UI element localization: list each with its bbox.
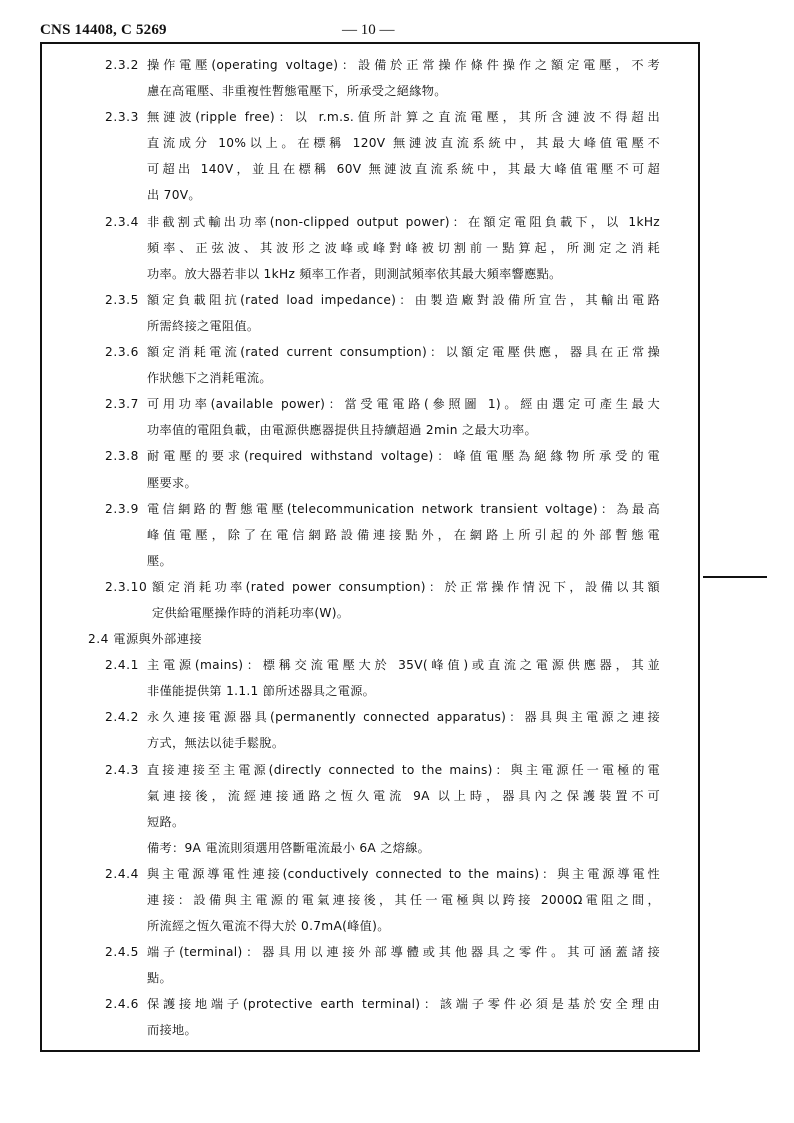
clause-number: 2.3.5 xyxy=(105,292,140,307)
definition-item xyxy=(105,104,660,208)
definition-text-line: 電信網路的暫態電壓(telecommunication network transient voltage)：為最高 xyxy=(147,501,660,516)
definition-item xyxy=(105,391,660,443)
definition-text-line: 壓要求。 xyxy=(147,475,197,490)
definition-text-line: 峰值電壓，除了在電信網路設備連接點外，在網路上所引起的外部暫態電 xyxy=(147,527,660,542)
definition-text-line: 定供給電壓操作時的消耗功率(W)。 xyxy=(152,605,350,620)
definition-text-line: 連接：設備與主電源的電氣連接後，其任一電極與以跨接 2000Ω電阻之間， xyxy=(147,893,660,907)
definition-text-line: 額定消耗功率(rated power consumption)：於正常操作情況下，設備以其額 xyxy=(152,579,660,594)
revision-marker xyxy=(703,576,767,578)
definition-text-line: 出 70V。 xyxy=(147,188,201,203)
clause-number: 2.3.6 xyxy=(105,345,140,360)
clause-number: 2.3.7 xyxy=(105,397,140,412)
definition-text-line: 主電源(mains)：標稱交流電壓大於 35V(峰值)或直流之電源供應器，其並 xyxy=(147,658,660,673)
definition-item xyxy=(105,861,660,939)
definition-item xyxy=(105,52,660,104)
page-number: — 10 — xyxy=(342,22,395,38)
definition-text-line: 額定消耗電流(rated current consumption)：以額定電壓供應，器具在正常操 xyxy=(147,345,660,360)
definition-item xyxy=(105,704,660,756)
definition-text-line: 耐電壓的要求(required withstand voltage)：峰值電壓為絕緣物所承受的電 xyxy=(147,449,660,464)
clause-number: 2.3.3 xyxy=(105,110,140,125)
definition-text-line: 可用功率(available power)：當受電電路(參照圖 1)。經由選定可產生最大 xyxy=(147,397,660,412)
definition-text-line: 點。 xyxy=(147,971,172,986)
definition-text-line: 作狀態下之消耗電流。 xyxy=(147,371,272,386)
definition-item xyxy=(105,443,660,495)
definition-item xyxy=(105,757,660,861)
definitions-body xyxy=(88,52,660,1044)
definition-text-line: 無漣波(ripple free)：以 r.m.s.值所計算之直流電壓，其所含漣波不得超出 xyxy=(147,110,660,125)
clause-number: 2.3.8 xyxy=(105,449,140,464)
clause-number: 2.3.10 xyxy=(105,579,148,594)
clause-number: 2.3.4 xyxy=(105,214,140,229)
clause-number: 2.3.2 xyxy=(105,58,140,72)
clause-number: 2.4.5 xyxy=(105,945,140,960)
definition-text-line: 備考：9A 電流則須選用啓斷電流最小 6A 之熔線。 xyxy=(147,840,431,855)
section-title: 2.4 電源與外部連接 xyxy=(88,632,203,647)
page-header xyxy=(40,22,702,42)
definition-text-line: 操作電壓(operating voltage)：設備於正常操作條件操作之額定電壓，不考 xyxy=(147,58,660,72)
clause-number: 2.4.1 xyxy=(105,658,140,673)
definition-item xyxy=(105,287,660,339)
definition-text-line: 慮在高電壓、非重複性暫態電壓下，所承受之絕緣物。 xyxy=(147,84,447,99)
definition-text-line: 端子(terminal)：器具用以連接外部導體或其他器具之零件。其可涵蓋諸接 xyxy=(147,945,660,960)
definition-text-line: 所需終接之電阻值。 xyxy=(147,318,260,333)
clause-number: 2.4.6 xyxy=(105,997,140,1012)
clause-number: 2.4.3 xyxy=(105,762,140,777)
clause-number: 2.4.2 xyxy=(105,710,140,725)
section-heading xyxy=(88,626,660,652)
definition-text-line: 額定負載阻抗(rated load impedance)：由製造廠對設備所宣告，其輸出電路 xyxy=(147,292,660,307)
definition-text-line: 短路。 xyxy=(147,814,185,829)
definition-text-line: 永久連接電源器具(permanently connected apparatus)：器具與主電源之連接 xyxy=(147,710,660,725)
definition-text-line: 非截割式輸出功率(non-clipped output power)：在額定電阻負載下，以 1kHz xyxy=(147,214,660,229)
standard-number: CNS 14408, C 5269 xyxy=(40,22,167,38)
clause-number: 2.3.9 xyxy=(105,501,140,516)
definition-item xyxy=(105,939,660,991)
definition-text-line: 保護接地端子(protective earth terminal)：該端子零件必須是基於安全理由 xyxy=(147,997,660,1012)
definition-text-line: 直流成分 10%以上。在標稱 120V 無漣波直流系統中，其最大峰值電壓不 xyxy=(147,136,660,151)
definition-text-line: 與主電源導電性連接(conductively connected to the mains)：與主電源導電性 xyxy=(147,866,660,881)
definition-text-line: 功率值的電阻負載，由電源供應器提供且持續超過 2min 之最大功率。 xyxy=(147,423,537,438)
definition-text-line: 直接連接至主電源(directly connected to the mains)：與主電源任一電極的電 xyxy=(147,762,660,777)
definition-text-line: 功率。放大器若非以 1kHz 頻率工作者，則測試頻率依其最大頻率響應點。 xyxy=(147,266,562,281)
definition-text-line: 所流經之恆久電流不得大於 0.7mA(峰值)。 xyxy=(147,919,390,934)
definition-item xyxy=(105,209,660,287)
clause-number: 2.4.4 xyxy=(105,866,140,881)
definition-item xyxy=(105,574,660,626)
definition-text-line: 而接地。 xyxy=(147,1023,197,1038)
definition-text-line: 方式，無法以徒手鬆脫。 xyxy=(147,736,285,751)
definition-text-line: 氣連接後，流經連接通路之恆久電流 9A 以上時，器具內之保護裝置不可 xyxy=(147,788,660,803)
definition-item xyxy=(105,339,660,391)
definition-text-line: 壓。 xyxy=(147,553,172,568)
definition-item xyxy=(105,652,660,704)
definition-text-line: 頻率、正弦波、其波形之波峰或峰對峰被切割前一點算起，所測定之消耗 xyxy=(147,240,660,255)
definition-item xyxy=(105,991,660,1043)
definition-text-line: 可超出 140V，並且在標稱 60V 無漣波直流系統中，其最大峰值電壓不可超 xyxy=(147,162,660,177)
definition-text-line: 非僅能提供第 1.1.1 節所述器具之電源。 xyxy=(147,684,376,699)
definition-item xyxy=(105,496,660,574)
